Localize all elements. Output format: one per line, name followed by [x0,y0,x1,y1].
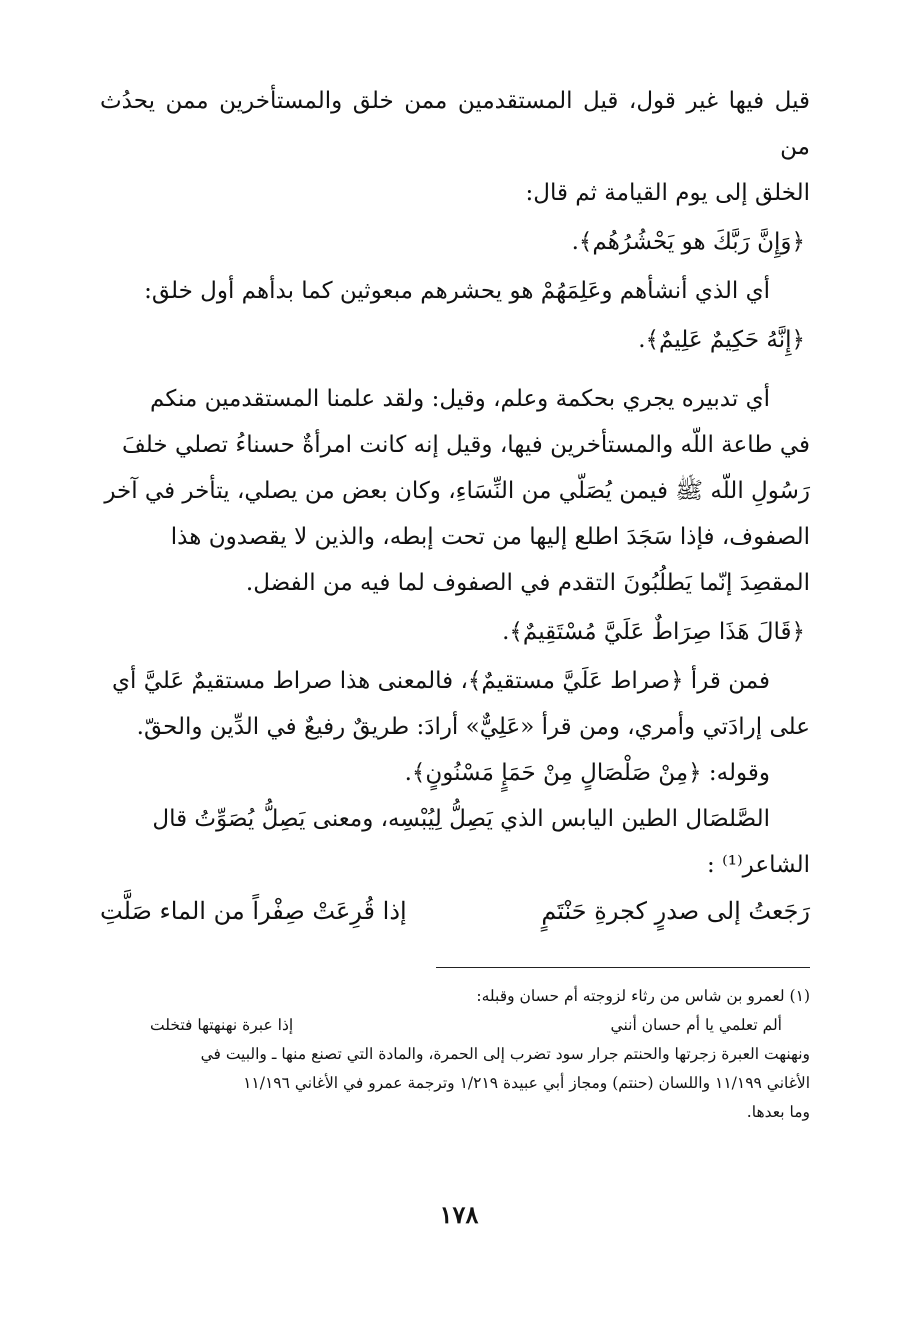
footnote-verse-left: إذا عبرة نهنهتها فتخلت [150,1016,294,1034]
text-line: أي الذي أنشأهم وعَلِمَهُمْ هو يحشرهم مبعوثين كما بدأهم أول خلق: [144,278,770,304]
poem-left-hemistich: إذا قُرِعَتْ صِفْراً من الماء صَلَّتِ [100,897,407,925]
footnote-line: وما بعدها. [746,1103,810,1121]
text-line: الشاعر⁽¹⁾ : [707,852,810,878]
footnote-verse [100,1011,810,1040]
text-line: الصفوف، فإذا سَجَدَ اطلع إليها من تحت إبطه، والذين لا يقصدون هذا [170,524,810,550]
footnote-line: ونهنهت العبرة زجرتها والحنتم جرار سود تضرب إلى الحمرة، والمادة التي تصنع منها ـ والبيت في [200,1045,810,1063]
text-line: على إرادَتي وأمري، ومن قرأ «عَلِيٌّ» أرادَ: طريقٌ رفيعٌ في الدِّين والحقّ. [136,714,810,740]
text-line: المقصِدَ إنّما يَطلُبُونَ التقدم في الصفوف لما فيه من الفضل. [245,570,810,596]
quran-verse: ﴿إِنَّهُ حَكِيمٌ عَلِيمٌ﴾. [638,327,805,353]
text-line: في طاعة اللّه والمستأخرين فيها، وقيل إنه كانت امرأةٌ حسناءُ تصلي خلفَ [122,432,810,458]
poem-verse [100,888,810,934]
text-line: وقوله: ﴿مِنْ صَلْصَالٍ مِنْ حَمَإٍ مَسْنُونٍ﴾. [404,760,770,786]
footnote-verse-right: ألم تعلمي يا أم حسان أنني [610,1016,782,1034]
text-line: أي تدبيره يجري بحكمة وعلم، وقيل: ولقد علمنا المستقدمين منكم [150,386,770,412]
quran-verse: ﴿قَالَ هَذَا صِرَاطٌ عَلَيَّ مُسْتَقِيمٌ﴾. [502,619,805,645]
page-number: ١٧٨ [439,1200,479,1229]
footnote-line: الأغاني ١١/١٩٩ واللسان (حنتم) ومجاز أبي عبيدة ١/٢١٩ وترجمة عمرو في الأغاني ١١/١٩٦ [243,1074,810,1092]
poem-right-hemistich: رَجَعتُ إلى صدرٍ كجرةِ حَنْتَمٍ [541,897,810,925]
main-text [100,78,810,888]
text-line: قيل فيها غير قول، قيل المستقدمين ممن خلق والمستأخرين ممن يحدُث من [100,88,810,160]
quran-verse: ﴿وَإِنَّ رَبَّكَ هو يَحْشُرُهُم﴾. [571,229,805,255]
footnotes [100,982,810,1127]
text-line: فمن قرأ ﴿صراط عَلَيَّ مستقيمٌ﴾، فالمعنى هذا صراط مستقيمٌ عَليَّ أي [112,668,770,694]
text-line: رَسُولِ اللّه ﷺ فيمن يُصَلّي من النِّسَاءِ، وكان بعض من يصلي، يتأخر في آخر [104,478,810,504]
footnote-intro: (١) لعمرو بن شاس من رثاء لزوجته أم حسان وقبله: [476,987,810,1005]
text-line: الخلق إلى يوم القيامة ثم قال: [525,180,810,206]
footnote-separator [436,967,810,968]
text-line: الصَّلصَال الطين اليابس الذي يَصِلُّ لِيُبْسِه، ومعنى يَصِلُّ يُصَوِّتُ قال [152,806,770,832]
